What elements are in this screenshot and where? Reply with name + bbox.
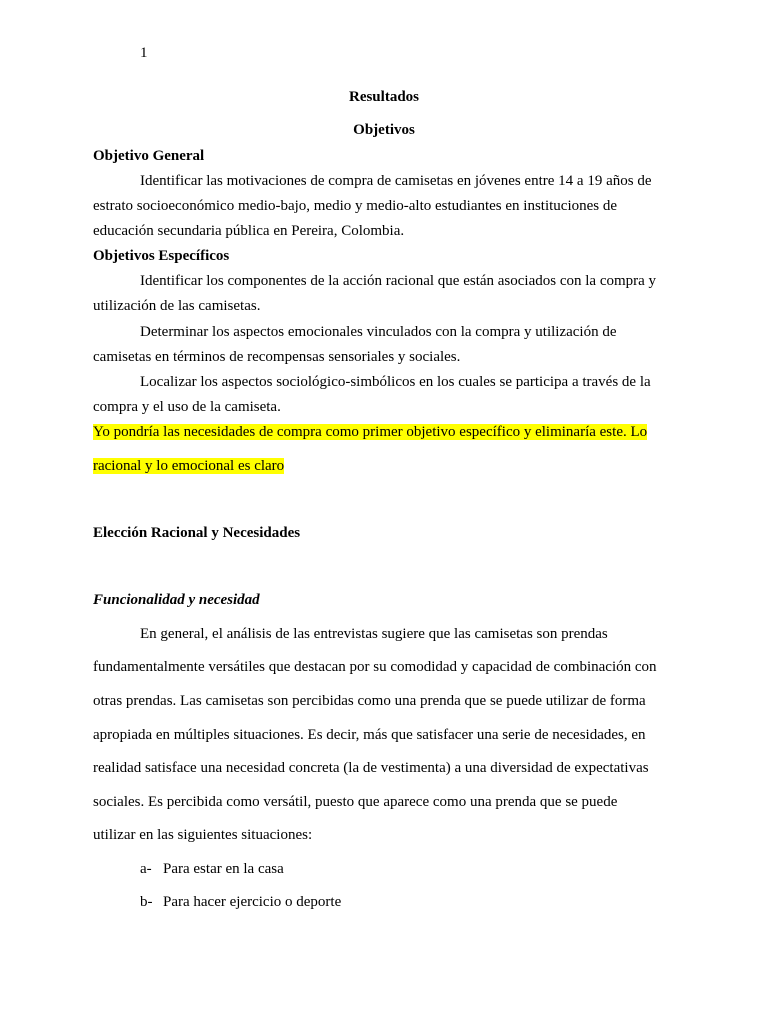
highlighted-comment-line: [93, 423, 647, 441]
list-item-text: Para hacer ejercicio o deporte: [163, 894, 342, 910]
objetivo-especifico-line: compra y el uso de la camiseta.: [93, 399, 281, 415]
list-item-marker: a-: [140, 861, 152, 877]
objetivo-general-line: estrato socioeconómico medio-bajo, medio y medio-alto estudiantes en instituciones de: [93, 198, 618, 214]
heading-objetivos: Objetivos: [353, 122, 415, 138]
objetivo-especifico-line: utilización de las camisetas.: [93, 298, 261, 314]
objetivo-especifico-line: camisetas en términos de recompensas sensoriales y sociales.: [93, 349, 461, 365]
highlight-span: Yo pondría las necesidades de compra como primer objetivo específico y eliminaría este. Lo: [93, 424, 648, 440]
heading-objetivos-especificos: Objetivos Específicos: [93, 248, 230, 264]
list-item: [140, 893, 341, 911]
objetivo-general-line: educación secundaria pública en Pereira, Colombia.: [93, 223, 405, 239]
page-number: 1: [140, 45, 148, 61]
section-heading: Elección Racional y Necesidades: [93, 525, 301, 541]
body-paragraph-line: otras prendas. Las camisetas son percibidas como una prenda que se puede utilizar de forma: [93, 693, 646, 709]
list-item-marker: b-: [140, 894, 153, 910]
body-paragraph-line: utilizar en las siguientes situaciones:: [93, 827, 313, 843]
objetivo-especifico-line: Localizar los aspectos sociológico-simbólicos en los cuales se participa a través de la: [140, 374, 651, 390]
heading-resultados: Resultados: [348, 89, 419, 105]
heading-objetivo-general: Objetivo General: [93, 148, 205, 164]
highlight-span: racional y lo emocional es claro: [93, 458, 285, 474]
subsection-heading: Funcionalidad y necesidad: [93, 592, 260, 608]
body-paragraph-line: apropiada en múltiples situaciones. Es decir, más que satisfacer una serie de necesidades, en: [93, 727, 646, 743]
list-item: [140, 860, 284, 878]
objetivo-especifico-line: Determinar los aspectos emocionales vinculados con la compra y utilización de: [140, 324, 617, 340]
list-item-text: Para estar en la casa: [163, 861, 284, 877]
body-paragraph-line: fundamentalmente versátiles que destacan por su comodidad y capacidad de combinación con: [93, 659, 657, 675]
body-paragraph-line: realidad satisface una necesidad concreta (la de vestimenta) a una diversidad de expectativas: [93, 760, 649, 776]
body-paragraph-line: En general, el análisis de las entrevistas sugiere que las camisetas son prendas: [140, 626, 608, 642]
objetivo-general-line: Identificar las motivaciones de compra de camisetas en jóvenes entre 14 a 19 años de: [140, 173, 652, 189]
highlighted-comment-line: [93, 457, 284, 475]
objetivo-especifico-line: Identificar los componentes de la acción racional que están asociados con la compra y: [140, 273, 657, 289]
body-paragraph-line: sociales. Es percibida como versátil, puesto que aparece como una prenda que se puede: [93, 794, 618, 810]
